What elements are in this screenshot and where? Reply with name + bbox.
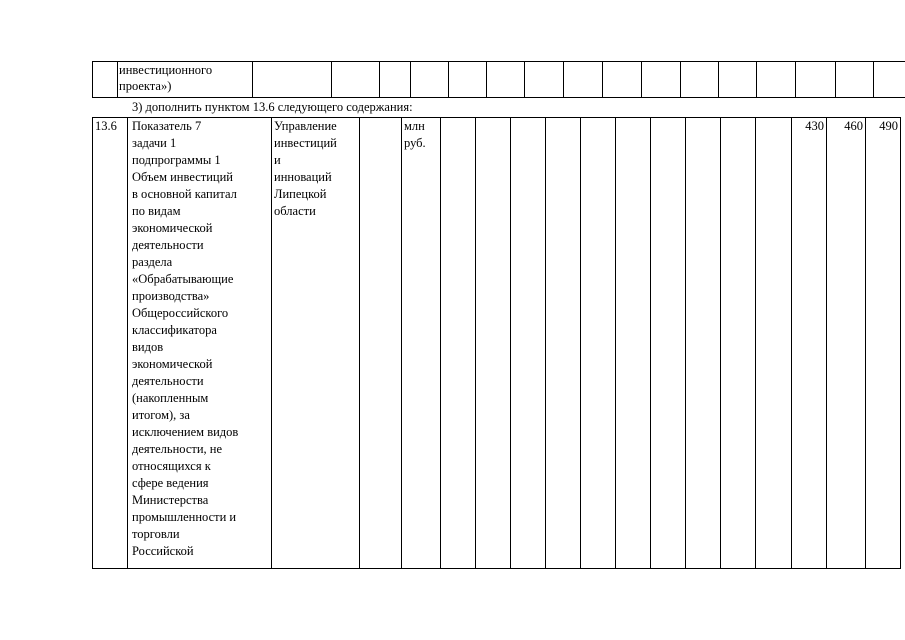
amendment-note: 3) дополнить пунктом 13.6 следующего содержания: <box>132 100 413 114</box>
value-cell: 490 <box>866 118 901 569</box>
responsible-cell: Управление инвестиций и инноваций Липецкой области <box>272 118 360 569</box>
table-cell <box>360 118 402 569</box>
table-cell <box>681 62 719 98</box>
table-cell <box>603 62 642 98</box>
table-cell <box>253 62 332 98</box>
table-cell <box>721 118 756 569</box>
indicator-name-cell: Показатель 7 задачи 1 подпрограммы 1 Объем инвестиций в основной капитал по видам экономической деятельности раздела «Обрабатывающие производства» Общероссийского классификатора видов экономической деятельности (накопленным итогом), за исключением видов деятельности, не относящихся к сфере ведения Министерства промышленности и торговли Российской <box>128 118 272 569</box>
table-row <box>93 62 905 98</box>
table-cell <box>546 118 581 569</box>
table-cell <box>796 62 836 98</box>
value-cell: 430 <box>792 118 827 569</box>
table-cell <box>564 62 603 98</box>
table-cell <box>93 62 118 98</box>
table-cell <box>380 62 411 98</box>
table-cell <box>686 118 721 569</box>
item-number-cell: 13.6 <box>93 118 128 569</box>
table-cell <box>836 62 874 98</box>
table-cell <box>642 62 681 98</box>
value-cell: 460 <box>827 118 866 569</box>
table-cell <box>874 62 905 98</box>
table-cell <box>581 118 616 569</box>
indicator-table <box>92 117 901 569</box>
table-cell <box>411 62 449 98</box>
table-cell <box>487 62 525 98</box>
table-cell <box>441 118 476 569</box>
previous-table-fragment <box>92 61 905 98</box>
table-cell <box>651 118 686 569</box>
table-cell <box>757 62 796 98</box>
table-cell <box>449 62 487 98</box>
table-row <box>93 118 901 569</box>
table-cell <box>511 118 546 569</box>
continuation-text-cell: инвестиционного проекта») <box>118 62 253 98</box>
table-cell <box>476 118 511 569</box>
unit-cell: млн руб. <box>402 118 441 569</box>
table-cell <box>719 62 757 98</box>
table-cell <box>525 62 564 98</box>
table-cell <box>332 62 380 98</box>
table-cell <box>756 118 792 569</box>
table-cell <box>616 118 651 569</box>
